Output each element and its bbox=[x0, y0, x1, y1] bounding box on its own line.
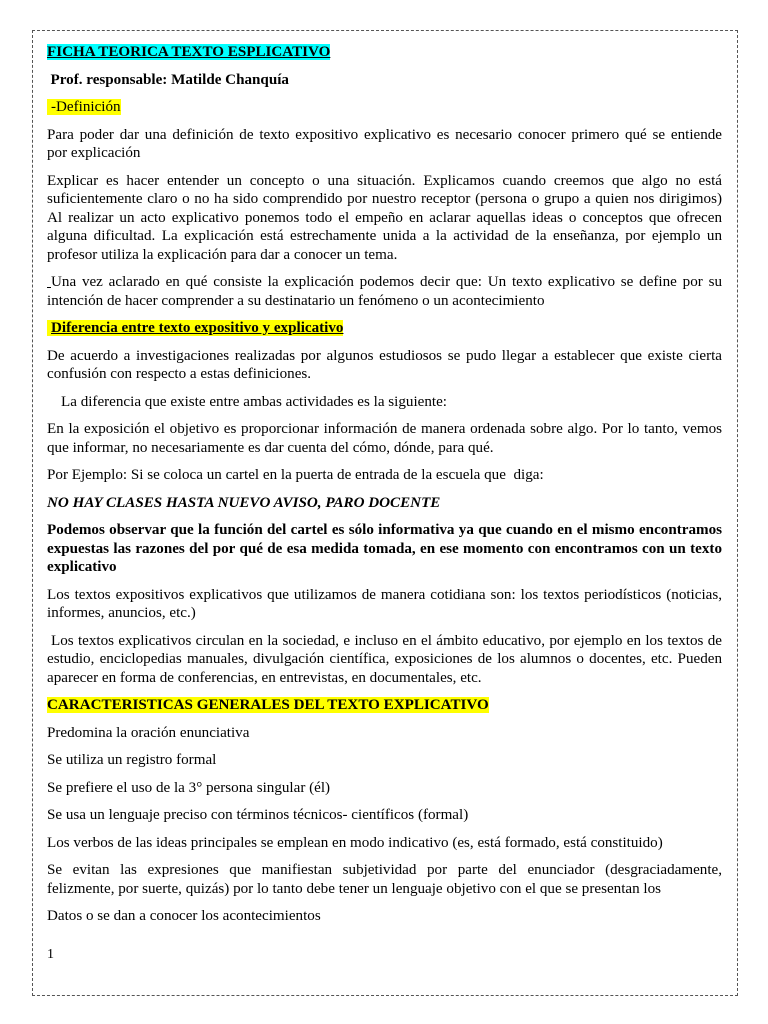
definition-heading-row bbox=[47, 98, 722, 117]
paragraph-line bbox=[47, 273, 722, 292]
paragraph-line: suficientemente claro o no ha sido comprendido por nuestro receptor (persona o grupo a quien nos dirigimos) bbox=[47, 191, 722, 207]
paragraph-line: estudio, enciclopedias manuales, divulgación científica, exposiciones de los alumnos o docentes, etc. Pueden bbox=[47, 651, 722, 667]
paragraph-line: Explicar es hacer entender un concepto o una situación. Explicamos cuando creemos que algo no está bbox=[47, 172, 722, 189]
paragraph-line-text: Una vez aclarado en qué consiste la explicación podemos decir que: Un texto explicativo se define por su bbox=[51, 274, 722, 290]
circulation-paragraph bbox=[47, 632, 722, 688]
subjectivity-paragraph bbox=[47, 861, 722, 898]
paragraph-line: expuestas las razones del por qué de esa medida tomada, en ese momento con encontramos con un texto bbox=[47, 540, 722, 557]
paragraph-line: Al realizar un acto explicativo ponemos todo el empeño en aclarar aquellas ideas o conceptos que ofrecen bbox=[47, 209, 722, 226]
data-line: Datos o se dan a conocer los acontecimientos bbox=[47, 908, 321, 924]
paragraph-line: En la exposición el objetivo es proporcionar información de manera ordenada sobre algo. Por lo tanto, vemos bbox=[47, 421, 722, 437]
paragraph-line: Para poder dar una definición de texto expositivo explicativo es necesario conocer primero qué se entiende bbox=[47, 126, 722, 143]
document-body bbox=[47, 43, 722, 926]
paragraph-line: Se evitan las expresiones que manifiestan subjetividad por parte del enunciador (desgraciadamente, bbox=[47, 862, 722, 878]
features-heading: CARACTERISTICAS GENERALES DEL TEXTO EXPLICATIVO bbox=[47, 697, 489, 713]
paragraph-line: Podemos observar que la función del cartel es sólo informativa ya que cuando en el mismo encontramos bbox=[47, 522, 722, 538]
paragraph-line: profesor utiliza la explicación para dar a conocer un tema. bbox=[47, 246, 398, 263]
paragraph-line: intención de hacer comprender a su destinatario un fenómeno o un acontecimiento bbox=[47, 292, 545, 309]
document-title-row bbox=[47, 43, 722, 62]
difference-heading: Diferencia entre texto expositivo y explicativo bbox=[51, 320, 344, 336]
paragraph-line: confusión con respecto a estas definiciones. bbox=[47, 366, 312, 382]
example-analysis-paragraph bbox=[47, 521, 722, 577]
author-line: Prof. responsable: Matilde Chanquía bbox=[50, 71, 289, 88]
explain-summary-paragraph bbox=[47, 273, 722, 310]
paragraph-line: informes, anuncios, etc.) bbox=[47, 605, 196, 621]
difference-heading-highlight bbox=[47, 320, 343, 336]
definition-intro-paragraph bbox=[47, 126, 722, 163]
paragraph-line: que informar, no necesariamente es dar cuenta del cómo, dónde, para qué. bbox=[47, 439, 494, 456]
paragraph-line: alguna dificultad. La explicación está estrechamente unida a la actividad de la enseñanza, por ejemplo un bbox=[47, 228, 722, 244]
everyday-texts-paragraph bbox=[47, 586, 722, 623]
paragraph-line: explicativo bbox=[47, 559, 117, 575]
definition-heading-highlight bbox=[47, 99, 121, 115]
features-heading-row bbox=[47, 696, 722, 715]
paragraph-line: Los textos expositivos explicativos que utilizamos de manera cotidiana son: los textos periodísticos (noticias, bbox=[47, 586, 722, 603]
difference-heading-row bbox=[47, 319, 722, 338]
paragraph-line: por explicación bbox=[47, 145, 141, 161]
feature-item: Se utiliza un registro formal bbox=[47, 752, 217, 768]
difference-lead-line: La diferencia que existe entre ambas actividades es la siguiente: bbox=[61, 393, 447, 410]
document-title: FICHA TEORICA TEXTO ESPLICATIVO bbox=[47, 44, 331, 60]
explain-paragraph bbox=[47, 172, 722, 265]
page-number: 1 bbox=[47, 947, 54, 962]
difference-intro-paragraph bbox=[47, 347, 722, 384]
feature-item: Se usa un lenguaje preciso con términos técnicos- científicos (formal) bbox=[47, 807, 469, 823]
feature-item: Se prefiere el uso de la 3° persona singular (él) bbox=[47, 779, 331, 796]
example-sign-text: NO HAY CLASES HASTA NUEVO AVISO, PARO DOCENTE bbox=[47, 494, 441, 511]
example-intro-line: Por Ejemplo: Si se coloca un cartel en la puerta de entrada de la escuela que diga: bbox=[47, 467, 544, 483]
exposition-paragraph bbox=[47, 420, 722, 457]
feature-item: Predomina la oración enunciativa bbox=[47, 724, 250, 741]
paragraph-line: Los textos explicativos circulan en la sociedad, e incluso en el ámbito educativo, por ejemplo en los textos de bbox=[51, 632, 722, 649]
paragraph-line: De acuerdo a investigaciones realizadas por algunos estudiosos se pudo llegar a establecer que existe cierta bbox=[47, 347, 722, 364]
definition-heading: -Definición bbox=[51, 99, 121, 115]
paragraph-line: aparecer en forma de conferencias, en entrevistas, en documentales, etc. bbox=[47, 669, 482, 686]
feature-item: Los verbos de las ideas principales se emplean en modo indicativo (es, está formado, está constituido) bbox=[47, 834, 663, 851]
paragraph-line: felizmente, por suerte, quizás) por lo tanto debe tener un lenguaje objetivo con el que se presentan los bbox=[47, 880, 662, 897]
